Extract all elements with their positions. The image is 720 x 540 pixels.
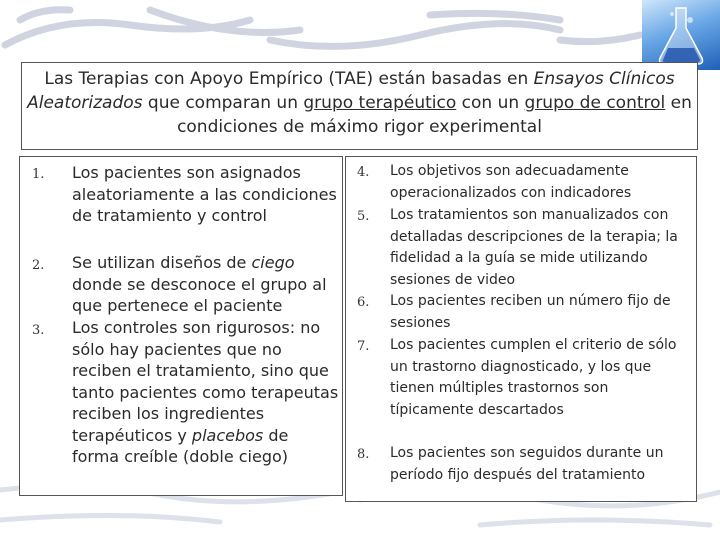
list-item-number: 4. — [357, 165, 370, 180]
list-item-number: 6. — [357, 295, 370, 310]
list-item-number: 8. — [357, 447, 370, 462]
list-item-number: 5. — [357, 209, 370, 224]
list-item-number: 7. — [357, 339, 370, 354]
list-item-text: Los pacientes son seguidos durante un período fijo después del tratamiento — [390, 445, 664, 483]
title-text: en condiciones de máximo rigor experimental — [177, 93, 692, 137]
left-list — [19, 156, 343, 496]
list-item-text: Los pacientes reciben un número fijo de sesiones — [390, 293, 671, 331]
list-item-text: Los tratamientos son manualizados con detalladas descripciones de la terapia; la fidelidad a la guía se mide utilizando sesiones de video — [390, 207, 678, 288]
title-text: que comparan un — [142, 93, 304, 113]
list-item-text: Los controles son rigurosos: no sólo hay pacientes que no reciben el tratamiento, sino que tanto pacientes como terapeutas reciben los ingredientes terapéuticos y placebos de forma creíble (doble ciego) — [72, 318, 339, 466]
title-underline-grupo-control: grupo de control — [524, 93, 666, 113]
list-item-number: 2. — [32, 258, 45, 273]
list-item-number: 3. — [32, 323, 45, 338]
title-text: con un — [456, 93, 525, 113]
list-item-text: Los pacientes cumplen el criterio de sólo un trastorno diagnosticado, y los que tienen múltiples trastornos son típicamente descartados — [390, 337, 677, 418]
list-item-text: Se utilizan diseños de ciego donde se desconoce el grupo al que pertenece el paciente — [72, 253, 327, 315]
page-title — [21, 62, 698, 150]
flask-logo-icon — [642, 0, 720, 70]
title-italic-ensayos: Ensayos Clínicos Aleatorizados — [27, 69, 675, 113]
list-item-number: 1. — [32, 167, 45, 182]
list-item-text: Los pacientes son asignados aleatoriamente a las condiciones de tratamiento y control — [72, 163, 337, 225]
title-underline-grupo-terapeutico: grupo terapéutico — [303, 93, 457, 113]
right-list — [345, 156, 697, 502]
title-text: Las Terapias con Apoyo Empírico (TAE) están basadas en — [44, 69, 534, 89]
list-item-text: Los objetivos son adecuadamente operacionalizados con indicadores — [390, 163, 632, 201]
